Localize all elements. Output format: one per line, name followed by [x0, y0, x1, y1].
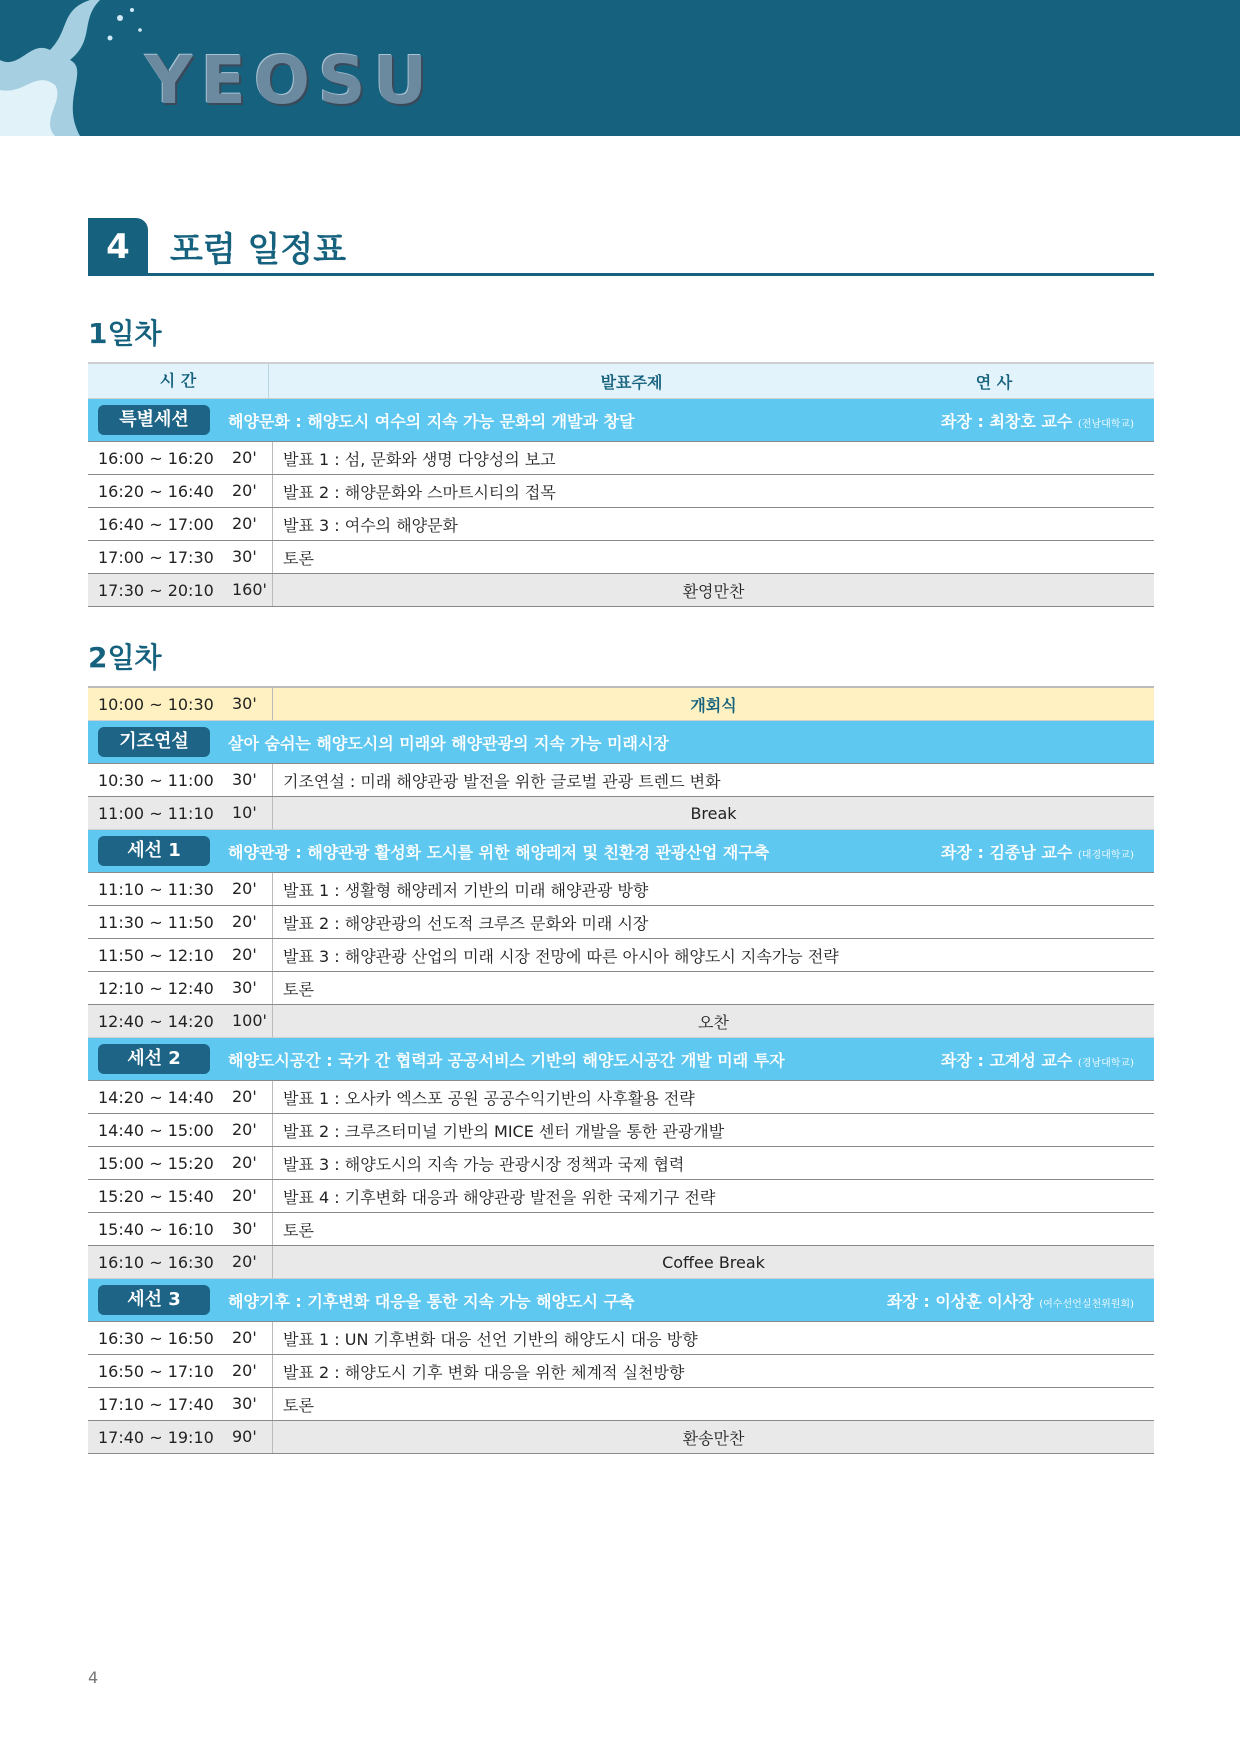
header-speaker: 연 사: [975, 372, 1013, 392]
row-duration: 10': [228, 797, 273, 829]
row-topic: 발표 4 : 기후변화 대응과 해양관광 발전을 위한 국제기구 전략: [283, 1187, 716, 1207]
session-badge: 세선 1: [98, 836, 210, 866]
table-row: [88, 1212, 1154, 1245]
section-divider: [88, 273, 1154, 276]
section-title: 포럼 일정표: [170, 230, 347, 270]
session-row-special: [88, 398, 1154, 441]
row-topic: 발표 2 : 해양문화와 스마트시티의 접목: [283, 482, 556, 502]
opening-row: [88, 686, 1154, 720]
table-row: [88, 938, 1154, 971]
session-chair: 좌장 : 김종남 교수 (대경대학교): [941, 842, 1134, 862]
row-topic: 발표 3 : 여수의 해양문화: [283, 515, 459, 535]
session-row-3: [88, 1278, 1154, 1321]
row-topic: 환송만찬: [682, 1428, 745, 1448]
day2-schedule-table: [88, 686, 1154, 1454]
header-time: 시 간: [88, 364, 269, 398]
row-time: 16:50 ~ 17:10: [98, 1361, 214, 1381]
table-row: [88, 1420, 1154, 1454]
session-badge: 세선 2: [98, 1044, 210, 1074]
session-badge: 기조연설: [98, 727, 210, 757]
row-topic: 토론: [283, 979, 314, 999]
table-row: [88, 1354, 1154, 1387]
row-topic: 발표 1 : 오사카 엑스포 공원 공공수익기반의 사후활용 전략: [283, 1088, 695, 1108]
row-topic: 발표 3 : 해양관광 산업의 미래 시장 전망에 따른 아시아 해양도시 지속가능 전략: [283, 946, 839, 966]
row-topic: Break: [690, 803, 737, 823]
row-time: 15:00 ~ 15:20: [98, 1153, 214, 1173]
row-time: 11:10 ~ 11:30: [98, 879, 214, 899]
row-duration: 20': [228, 1322, 273, 1354]
row-time: 17:00 ~ 17:30: [98, 547, 214, 567]
table-row: [88, 1245, 1154, 1278]
chair-affiliation: (경남대학교): [1077, 1057, 1134, 1069]
row-time: 17:40 ~ 19:10: [98, 1427, 214, 1447]
row-time: 12:10 ~ 12:40: [98, 978, 214, 998]
row-time: 16:40 ~ 17:00: [98, 514, 214, 534]
table-row: [88, 474, 1154, 507]
row-topic: 발표 1 : UN 기후변화 대응 선언 기반의 해양도시 대응 방향: [283, 1329, 698, 1349]
chair-affiliation: (전남대학교): [1077, 418, 1134, 430]
row-duration: 30': [228, 764, 273, 796]
row-time: 15:20 ~ 15:40: [98, 1186, 214, 1206]
session-badge: 특별세션: [98, 405, 210, 435]
row-duration: 20': [228, 873, 273, 905]
row-time: 11:00 ~ 11:10: [98, 803, 214, 823]
table-row: [88, 1179, 1154, 1212]
session-title: 살아 숨쉬는 해양도시의 미래와 해양관광의 지속 가능 미래시장: [228, 733, 669, 753]
day2-title: 2일차: [88, 641, 162, 674]
water-splash-image: [0, 0, 150, 136]
section-heading: [88, 218, 1154, 276]
table-row: [88, 573, 1154, 607]
row-duration: 30': [228, 541, 273, 573]
table-row: [88, 540, 1154, 573]
day1-title: 1일차: [88, 317, 162, 350]
row-time: 11:30 ~ 11:50: [98, 912, 214, 932]
row-duration: 160': [228, 574, 273, 606]
row-time: 10:00 ~ 10:30: [98, 694, 214, 714]
row-duration: 20': [228, 1246, 273, 1278]
session-row-2: [88, 1037, 1154, 1080]
row-duration: 30': [228, 1388, 273, 1420]
row-topic: 토론: [283, 1220, 314, 1240]
row-time: 11:50 ~ 12:10: [98, 945, 214, 965]
row-time: 15:40 ~ 16:10: [98, 1219, 214, 1239]
day1-schedule-table: [88, 362, 1154, 607]
session-title: 해양기후 : 기후변화 대응을 통한 지속 가능 해양도시 구축: [228, 1291, 635, 1311]
row-time: 14:40 ~ 15:00: [98, 1120, 214, 1140]
row-topic: 오찬: [698, 1012, 729, 1032]
table-row: [88, 1146, 1154, 1179]
session-badge: 세선 3: [98, 1285, 210, 1315]
session-row-keynote: [88, 720, 1154, 763]
row-duration: 100': [228, 1005, 273, 1037]
session-title: 해양문화 : 해양도시 여수의 지속 가능 문화의 개발과 창달: [228, 411, 635, 431]
row-time: 16:10 ~ 16:30: [98, 1252, 214, 1272]
section-number: 4: [88, 218, 148, 276]
row-topic: 발표 2 : 해양관광의 선도적 크루즈 문화와 미래 시장: [283, 913, 649, 933]
session-chair: 좌장 : 고계성 교수 (경남대학교): [941, 1050, 1134, 1070]
row-topic: 개회식: [690, 695, 737, 715]
chair-affiliation: (여수선언실천위원회): [1039, 1298, 1134, 1310]
row-topic: 기조연설 : 미래 해양관광 발전을 위한 글로벌 관광 트렌드 변화: [283, 771, 721, 791]
row-duration: 20': [228, 939, 273, 971]
session-chair: 좌장 : 이상훈 이사장 (여수선언실천위원회): [886, 1291, 1134, 1311]
row-time: 12:40 ~ 14:20: [98, 1011, 214, 1031]
row-time: 16:00 ~ 16:20: [98, 448, 214, 468]
table-row: [88, 971, 1154, 1004]
row-time: 10:30 ~ 11:00: [98, 770, 214, 790]
row-duration: 20': [228, 1114, 273, 1146]
row-duration: 20': [228, 1081, 273, 1113]
row-topic: 토론: [283, 548, 314, 568]
row-duration: 20': [228, 442, 273, 474]
row-duration: 30': [228, 1213, 273, 1245]
row-time: 16:30 ~ 16:50: [98, 1328, 214, 1348]
page-number: 4: [88, 1668, 99, 1687]
row-topic: 발표 1 : 생활형 해양레저 기반의 미래 해양관광 방향: [283, 880, 649, 900]
session-row-1: [88, 829, 1154, 872]
session-chair: 좌장 : 최창호 교수 (전남대학교): [941, 411, 1134, 431]
row-time: 17:30 ~ 20:10: [98, 580, 214, 600]
table-row: [88, 1080, 1154, 1113]
row-topic: 발표 3 : 해양도시의 지속 가능 관광시장 정책과 국제 협력: [283, 1154, 685, 1174]
table-row: [88, 796, 1154, 829]
header-banner: [0, 0, 1240, 136]
row-topic: Coffee Break: [662, 1252, 765, 1272]
row-topic: 발표 2 : 해양도시 기후 변화 대응을 위한 체계적 실천방향: [283, 1362, 685, 1382]
table-row: [88, 1113, 1154, 1146]
row-topic: 발표 1 : 섬, 문화와 생명 다양성의 보고: [283, 449, 556, 469]
row-topic: 토론: [283, 1395, 314, 1415]
row-duration: 20': [228, 1180, 273, 1212]
row-duration: 20': [228, 508, 273, 540]
row-duration: 30': [228, 688, 273, 720]
table-row: [88, 1004, 1154, 1037]
row-topic: 환영만찬: [682, 581, 745, 601]
table-header-row: [88, 362, 1154, 398]
table-row: [88, 1387, 1154, 1420]
table-row: [88, 872, 1154, 905]
row-time: 14:20 ~ 14:40: [98, 1087, 214, 1107]
header-topic: 발표주제: [600, 372, 663, 392]
row-duration: 20': [228, 906, 273, 938]
table-row: [88, 763, 1154, 796]
row-duration: 20': [228, 1147, 273, 1179]
yeosu-logo-text: YEOSU: [145, 42, 436, 119]
table-row: [88, 441, 1154, 474]
session-title: 해양도시공간 : 국가 간 협력과 공공서비스 기반의 해양도시공간 개발 미래 투자: [228, 1050, 785, 1070]
table-row: [88, 905, 1154, 938]
row-duration: 90': [228, 1421, 273, 1453]
row-time: 16:20 ~ 16:40: [98, 481, 214, 501]
table-row: [88, 1321, 1154, 1354]
row-duration: 30': [228, 972, 273, 1004]
table-row: [88, 507, 1154, 540]
row-time: 17:10 ~ 17:40: [98, 1394, 214, 1414]
row-topic: 발표 2 : 크루즈터미널 기반의 MICE 센터 개발을 통한 관광개발: [283, 1121, 725, 1141]
session-title: 해양관광 : 해양관광 활성화 도시를 위한 해양레저 및 친환경 관광산업 재구축: [228, 842, 770, 862]
chair-affiliation: (대경대학교): [1077, 849, 1134, 861]
row-duration: 20': [228, 475, 273, 507]
row-duration: 20': [228, 1355, 273, 1387]
